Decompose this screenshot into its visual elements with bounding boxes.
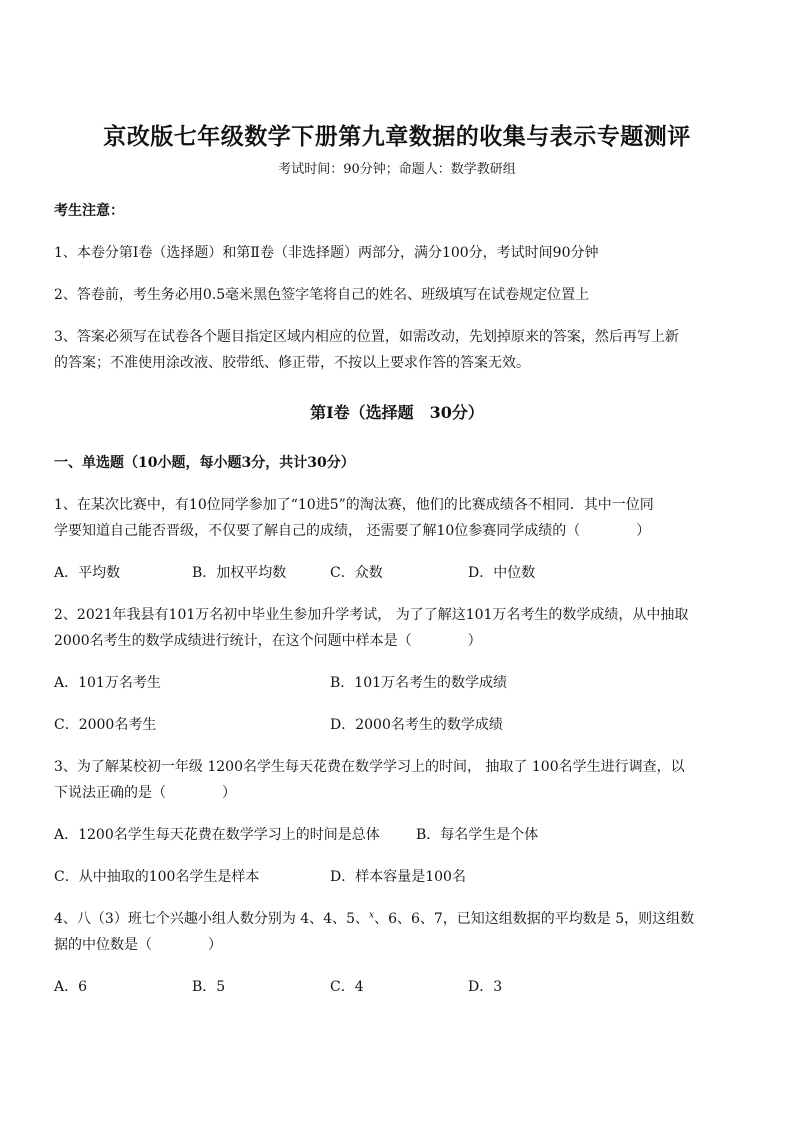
- question-2-line-1: 2、2021年我县有101万名初中毕业生参加升学考试， 为了了解这101万名考生的数学成绩，从中抽取: [54, 607, 689, 623]
- notice-item-1: 1、本卷分第Ⅰ卷（选择题）和第Ⅱ卷（非选择题）两部分，满分100分，考试时间90分钟: [54, 245, 599, 261]
- section-title: 第Ⅰ卷（选择题 30分）: [310, 403, 484, 422]
- question-1-option-c: C．众数: [330, 565, 383, 581]
- question-4-text-b: 、6、6、7，已知这组数据的平均数是 5，则这组数: [374, 911, 695, 927]
- notice-item-3: 3、答案必须写在试卷各个题目指定区域内相应的位置，如需改动，先划掉原来的答案，然后再写上新: [54, 329, 679, 345]
- question-1-option-d: D．中位数: [468, 565, 536, 581]
- question-3-option-a: A．1200名学生每天花费在数学学习上的时间是总体: [54, 827, 380, 843]
- question-3-option-b: B．每名学生是个体: [416, 827, 539, 843]
- question-3-line-2: 下说法正确的是（ ）: [54, 785, 236, 801]
- question-4-option-a: A．6: [54, 979, 88, 995]
- question-2-option-c: C．2000名考生: [54, 717, 157, 733]
- question-4-option-d: D．3: [468, 979, 503, 995]
- question-4-text-a: 4、八（3）班七个兴趣小组人数分别为 4、4、5、: [54, 911, 369, 927]
- question-4-variable: x: [369, 910, 375, 921]
- question-4-line-2: 据的中位数是（ ）: [54, 937, 222, 953]
- notice-item-2: 2、答卷前，考生务必用0.5毫米黑色签字笔将自己的姓名、班级填写在试卷规定位置上: [54, 287, 590, 303]
- question-2-option-b: B．101万名考生的数学成绩: [330, 675, 508, 691]
- notice-item-3-cont: 的答案；不准使用涂改液、胶带纸、修正带，不按以上要求作答的答案无效。: [54, 355, 530, 371]
- question-1-option-b: B．加权平均数: [192, 565, 287, 581]
- question-3-option-c: C．从中抽取的100名学生是样本: [54, 869, 260, 885]
- question-4-option-b: B．5: [192, 979, 226, 995]
- question-2-option-a: A．101万名考生: [54, 675, 161, 691]
- notice-heading: 考生注意：: [54, 203, 124, 219]
- question-1-line-2: 学要知道自己能否晋级，不仅要了解自己的成绩， 还需要了解10位参赛同学成绩的（ ）: [54, 523, 651, 539]
- part-title: 一、单选题（10小题，每小题3分，共计30分）: [54, 455, 355, 471]
- question-2-option-d: D．2000名考生的数学成绩: [330, 717, 503, 733]
- question-2-line-2: 2000名考生的数学成绩进行统计，在这个问题中样本是（ ）: [54, 633, 482, 649]
- question-4-option-c: C．4: [330, 979, 364, 995]
- question-1-option-a: A．平均数: [54, 565, 121, 581]
- question-3-option-d: D．样本容量是100名: [330, 869, 466, 885]
- question-3-line-1: 3、为了解某校初一年级 1200名学生每天花费在数学学习上的时间， 抽取了 100名学生进行调查，以: [54, 759, 685, 775]
- exam-info: 考试时间：90分钟；命题人：数学教研组: [278, 162, 516, 177]
- page-title: 京改版七年级数学下册第九章数据的收集与表示专题测评: [103, 123, 691, 150]
- question-1-line-1: 1、在某次比赛中，有10位同学参加了“10进5”的淘汰赛，他们的比赛成绩各不相同．其中一位同: [54, 497, 654, 513]
- question-4-line-1: [54, 908, 694, 928]
